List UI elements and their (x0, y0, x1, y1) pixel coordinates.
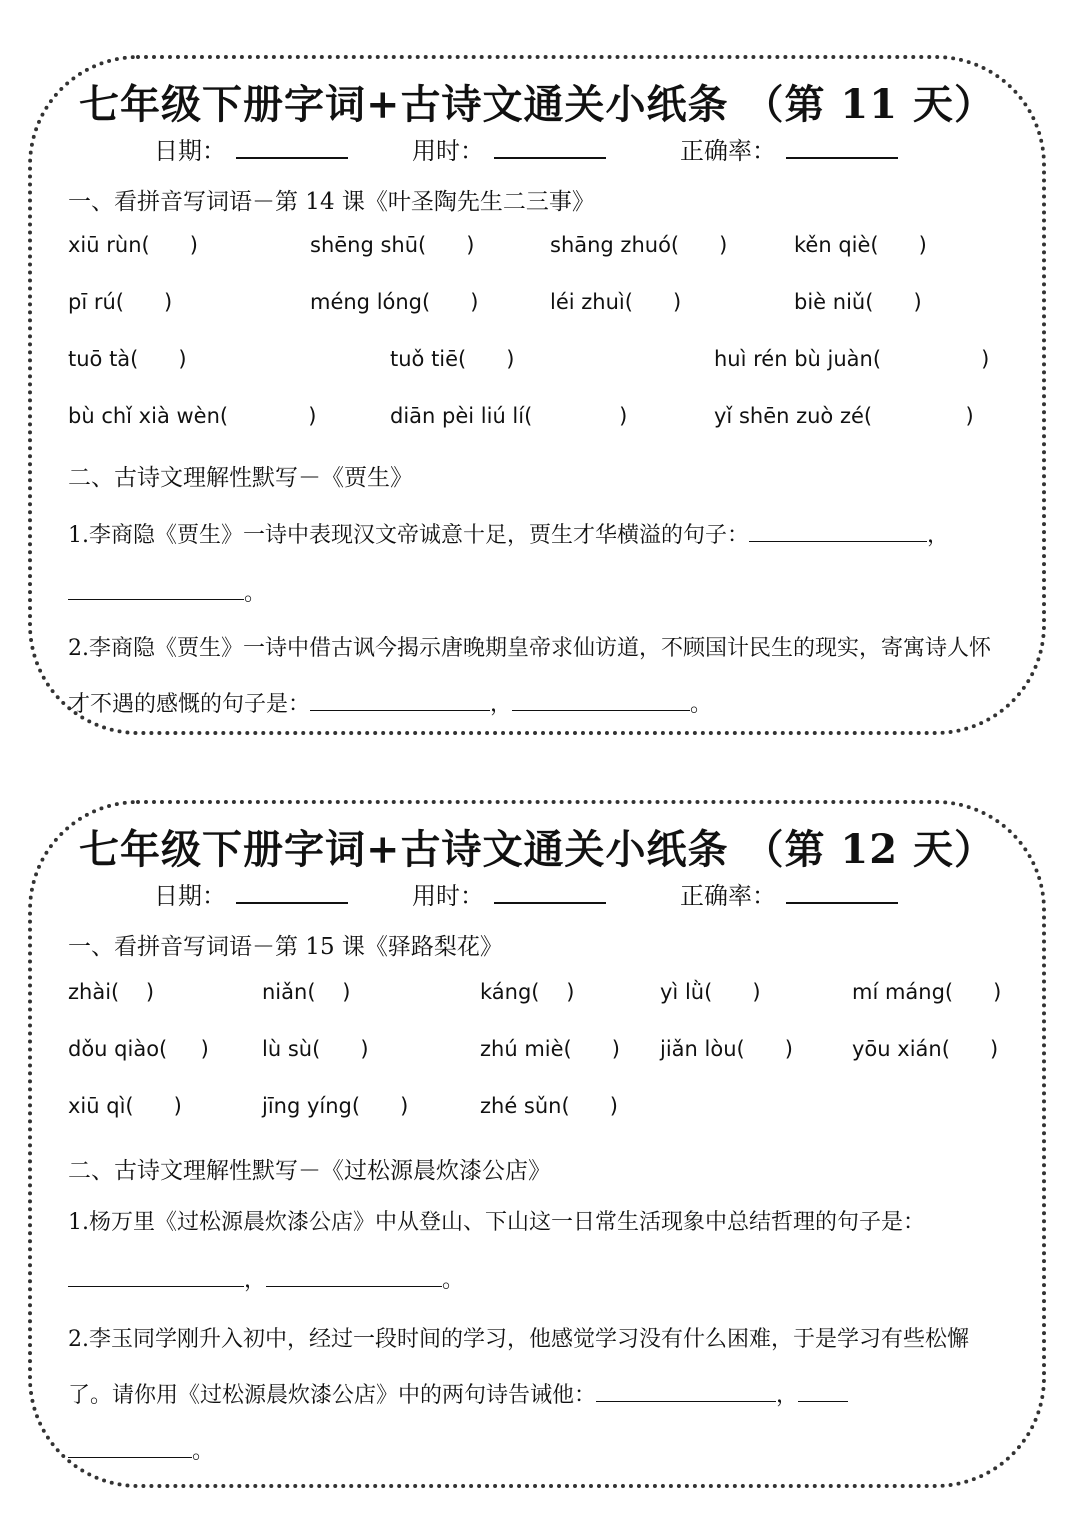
pinyin-item[interactable]: shēng shū( ) (310, 233, 475, 257)
section-heading-poem: 二、古诗文理解性默写－《贾生》 (68, 465, 413, 491)
time-label: 用时： (412, 137, 484, 165)
pinyin-item[interactable]: xiū rùn( ) (68, 233, 198, 257)
question-text: 2.李商隐《贾生》一诗中借古讽今揭示唐晚期皇帝求仙访道，不顾国计民生的现实，寄寓诗人怀才不遇的感慨的句子是： (68, 636, 991, 717)
period: 。 (192, 1439, 215, 1464)
time-field[interactable] (412, 876, 606, 911)
pinyin-item[interactable]: jiǎn lòu( ) (660, 1037, 793, 1061)
pinyin-item[interactable]: shāng zhuó( ) (550, 233, 728, 257)
date-label: 日期： (154, 882, 226, 910)
answer-blank[interactable] (68, 579, 244, 600)
pinyin-item[interactable]: yǐ shēn zuò zé( ) (714, 404, 974, 428)
answer-blank[interactable] (512, 690, 690, 711)
pinyin-item[interactable]: diān pèi liú lí( ) (390, 404, 628, 428)
date-blank[interactable] (236, 884, 348, 904)
question-1 (68, 507, 1012, 623)
question-2 (68, 621, 1012, 733)
card-title: 七年级下册字词+古诗文通关小纸条 （第 12 天） (79, 826, 995, 873)
time-blank[interactable] (494, 884, 606, 904)
section-heading-poem: 二、古诗文理解性默写－《过松源晨炊漆公店》 (68, 1158, 551, 1184)
pinyin-item[interactable]: kěn qiè( ) (794, 233, 927, 257)
answer-blank[interactable] (68, 1437, 192, 1458)
pinyin-item[interactable]: tuō tà( ) (68, 347, 187, 371)
pinyin-item[interactable]: zhài( ) (68, 980, 155, 1004)
pinyin-item[interactable]: lù sù( ) (262, 1037, 369, 1061)
comma: ， (776, 1383, 799, 1408)
comma: ， (244, 1268, 267, 1293)
pinyin-item[interactable]: pī rú( ) (68, 290, 173, 314)
date-blank[interactable] (236, 139, 348, 159)
accuracy-label: 正确率： (680, 137, 776, 165)
period: 。 (690, 692, 713, 717)
accuracy-field[interactable] (680, 876, 898, 911)
worksheet-card-day-12 (28, 800, 1046, 1488)
comma: ， (490, 692, 513, 717)
question-text: 1.李商隐《贾生》一诗中表现汉文帝诚意十足，贾生才华横溢的句子： (68, 523, 749, 548)
pinyin-item[interactable]: bù chǐ xià wèn( ) (68, 404, 317, 428)
question-text: 1.杨万里《过松源晨炊漆公店》中从登山、下山这一日常生活现象中总结哲理的句子是： (68, 1210, 925, 1235)
answer-blank[interactable] (266, 1266, 442, 1287)
accuracy-field[interactable] (680, 131, 898, 166)
question-1 (68, 1194, 1012, 1310)
pinyin-item[interactable]: niǎn( ) (262, 980, 351, 1004)
pinyin-item[interactable]: méng lóng( ) (310, 290, 479, 314)
pinyin-item[interactable]: tuǒ tiē( ) (390, 347, 515, 371)
pinyin-item[interactable]: jīng yíng( ) (262, 1094, 409, 1118)
time-label: 用时： (412, 882, 484, 910)
period: 。 (244, 581, 267, 606)
time-blank[interactable] (494, 139, 606, 159)
question-2 (68, 1312, 1012, 1480)
date-field[interactable] (154, 876, 348, 911)
pinyin-item[interactable]: dǒu qiào( ) (68, 1037, 209, 1061)
time-field[interactable] (412, 131, 606, 166)
pinyin-item[interactable]: huì rén bù juàn( ) (714, 347, 990, 371)
section-heading-pinyin: 一、看拼音写词语－第 14 课《叶圣陶先生二三事》 (68, 189, 595, 215)
date-label: 日期： (154, 137, 226, 165)
answer-blank[interactable] (596, 1381, 776, 1402)
card-title: 七年级下册字词+古诗文通关小纸条 （第 11 天） (79, 81, 995, 128)
accuracy-label: 正确率： (680, 882, 776, 910)
answer-blank[interactable] (798, 1381, 848, 1402)
pinyin-item[interactable]: biè niǔ( ) (794, 290, 922, 314)
question-text: 2.李玉同学刚升入初中，经过一段时间的学习，他感觉学习没有什么困难，于是学习有些松懈了。请你用《过松源晨炊漆公店》中的两句诗告诫他： (68, 1327, 969, 1408)
date-field[interactable] (154, 131, 348, 166)
pinyin-item[interactable]: káng( ) (480, 980, 575, 1004)
accuracy-blank[interactable] (786, 139, 898, 159)
answer-blank[interactable] (68, 1266, 244, 1287)
pinyin-item[interactable]: mí máng( ) (852, 980, 1002, 1004)
pinyin-item[interactable]: léi zhuì( ) (550, 290, 682, 314)
pinyin-item[interactable]: zhú miè( ) (480, 1037, 620, 1061)
worksheet-card-day-11 (28, 55, 1046, 735)
comma: ， (927, 523, 950, 548)
pinyin-item[interactable]: zhé sǔn( ) (480, 1094, 618, 1118)
pinyin-item[interactable]: yì lǜ( ) (660, 980, 761, 1004)
answer-blank[interactable] (310, 690, 490, 711)
period: 。 (442, 1268, 465, 1293)
answer-blank[interactable] (749, 521, 927, 542)
accuracy-blank[interactable] (786, 884, 898, 904)
section-heading-pinyin: 一、看拼音写词语－第 15 课《驿路梨花》 (68, 934, 503, 960)
pinyin-item[interactable]: xiū qì( ) (68, 1094, 182, 1118)
pinyin-item[interactable]: yōu xián( ) (852, 1037, 999, 1061)
